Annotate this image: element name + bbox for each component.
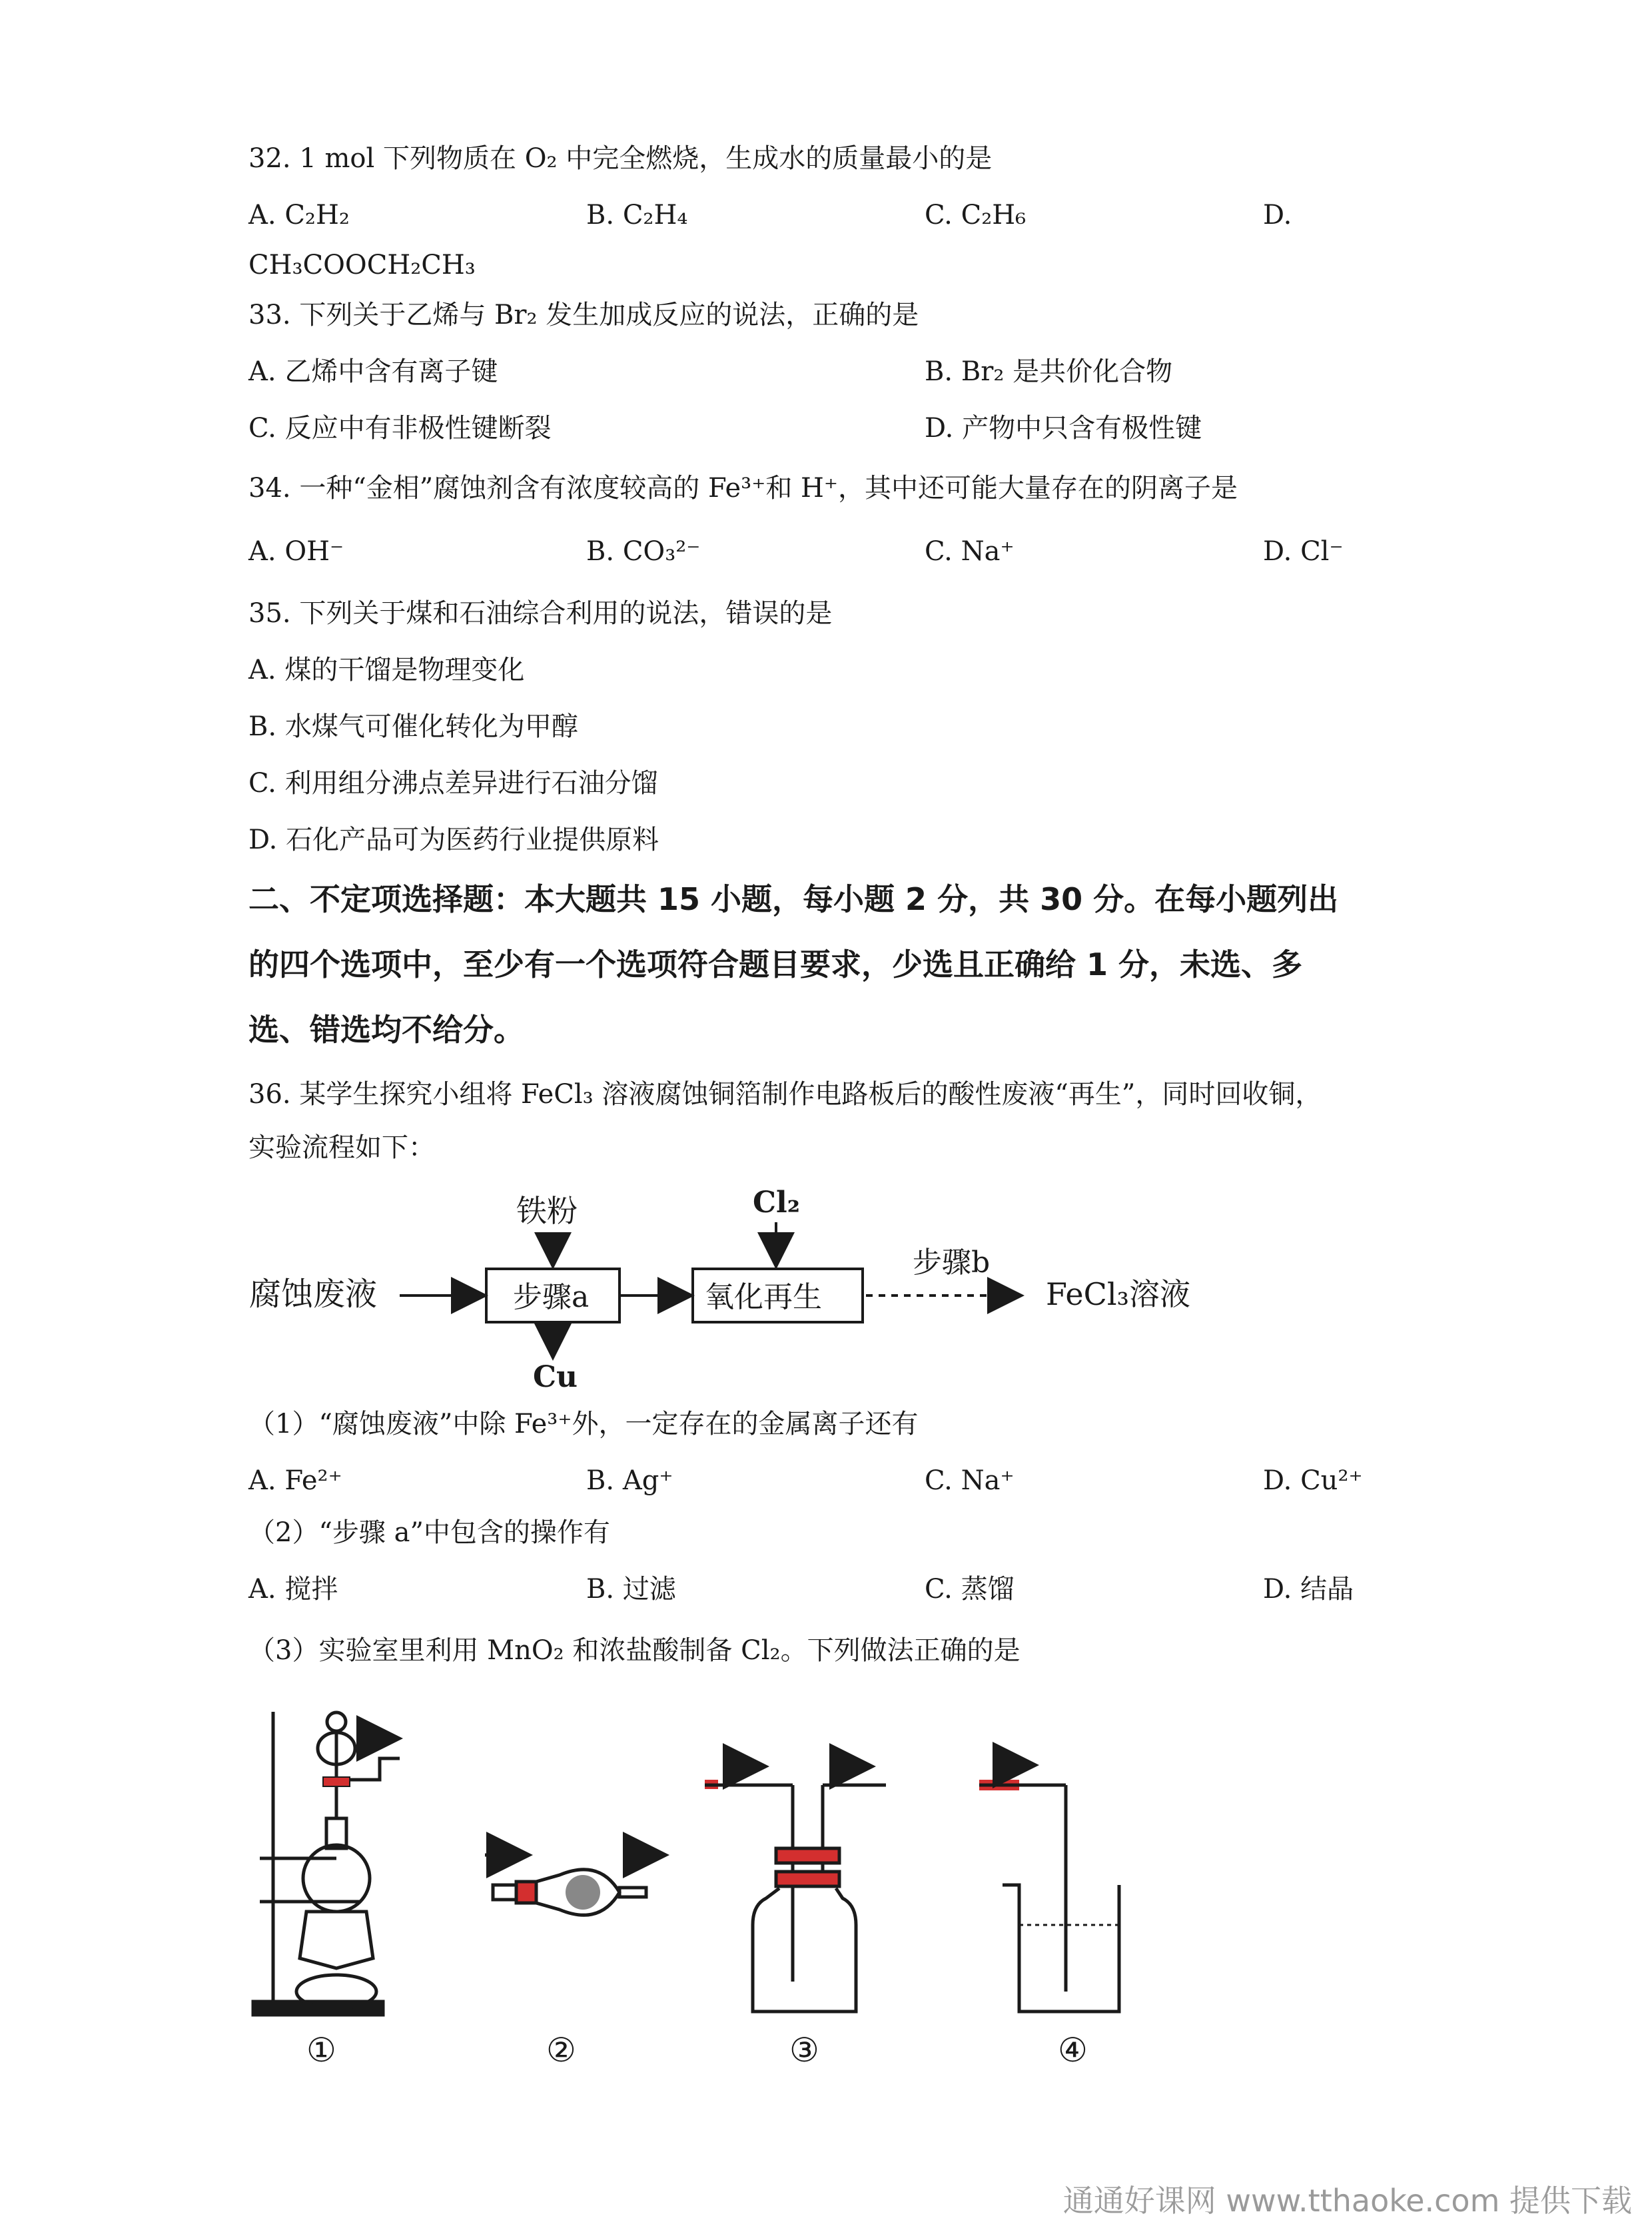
q32-option-d-formula: CH₃COOCH₂CH₃ <box>248 250 476 280</box>
q35-option-b: B. 水煤气可催化转化为甲醇 <box>248 711 578 742</box>
q36-stem-line2: 实验流程如下： <box>248 1132 435 1163</box>
apparatus-label-2: ② <box>546 2031 576 2069</box>
q32-option-a: A. C₂H₂ <box>248 200 350 230</box>
q36-sub2-option-b: B. 过滤 <box>586 1574 676 1605</box>
q32-option-b: B. C₂H₄ <box>586 200 688 230</box>
flow-step-b-label: 步骤b <box>913 1246 991 1280</box>
flow-reagent-cl2: Cl₂ <box>753 1186 801 1220</box>
apparatus-label-3: ③ <box>789 2031 819 2069</box>
apparatus-1 <box>253 1712 400 2015</box>
apparatus-2 <box>485 1855 663 1915</box>
q36-sub1-option-d: D. Cu²⁺ <box>1263 1465 1363 1496</box>
q35-option-c: C. 利用组分沸点差异进行石油分馏 <box>248 768 658 799</box>
q34-option-c: C. Na⁺ <box>925 536 1015 567</box>
q35-stem: 35. 下列关于煤和石油综合利用的说法，错误的是 <box>248 598 833 629</box>
flow-output-label: FeCl₃溶液 <box>1046 1276 1190 1312</box>
watermark: 通通好课网 www.tthaoke.com 提供下载 <box>1062 2183 1632 2219</box>
q32-option-c: C. C₂H₆ <box>925 200 1027 230</box>
q34-option-a: A. OH⁻ <box>248 536 344 567</box>
apparatus-label-4: ④ <box>1058 2031 1088 2069</box>
q35-option-d: D. 石化产品可为医药行业提供原料 <box>248 825 659 855</box>
q36-sub2-stem: （2）“步骤 a”中包含的操作有 <box>248 1517 610 1548</box>
flow-box-b-label: 氧化再生 <box>705 1280 822 1314</box>
q36-sub2-option-d: D. 结晶 <box>1263 1574 1354 1605</box>
section2-line2: 的四个选项中，至少有一个选项符合题目要求，少选且正确给 1 分，未选、多 <box>248 946 1303 982</box>
q36-sub2-option-c: C. 蒸馏 <box>925 1574 1015 1605</box>
flow-input-label: 腐蚀废液 <box>249 1276 378 1313</box>
q34-option-d: D. Cl⁻ <box>1263 536 1344 567</box>
q36-sub1-option-b: B. Ag⁺ <box>586 1465 673 1496</box>
q33-option-b: B. Br₂ 是共价化合物 <box>925 356 1173 387</box>
q36-sub1-option-c: C. Na⁺ <box>925 1465 1015 1496</box>
q36-sub1-stem: （1）“腐蚀废液”中除 Fe³⁺外，一定存在的金属离子还有 <box>248 1409 919 1439</box>
q34-stem: 34. 一种“金相”腐蚀剂含有浓度较高的 Fe³⁺和 H⁺，其中还可能大量存在的阴离子是 <box>248 473 1238 504</box>
q32-stem: 32. 1 mol 下列物质在 O₂ 中完全燃烧，生成水的质量最小的是 <box>248 143 993 174</box>
apparatus-label-1: ① <box>306 2031 336 2069</box>
flow-box-a-label: 步骤a <box>513 1280 590 1314</box>
q34-option-b: B. CO₃²⁻ <box>586 536 701 567</box>
q36-stem-line1: 36. 某学生探究小组将 FeCl₃ 溶液腐蚀铜箔制作电路板后的酸性废液“再生”，同时回收铜， <box>248 1079 1322 1110</box>
apparatus-3 <box>705 1766 886 2012</box>
section2-line1: 二、不定项选择题：本大题共 15 小题，每小题 2 分，共 30 分。在每小题列出 <box>248 881 1339 917</box>
section2-line3: 选、错选均不给分。 <box>248 1012 524 1048</box>
q33-option-c: C. 反应中有非极性键断裂 <box>248 413 552 444</box>
q32-option-d: D. <box>1263 200 1292 230</box>
flow-reagent-iron: 铁粉 <box>516 1193 578 1229</box>
apparatus-4 <box>979 1765 1119 2012</box>
q36-sub2-option-a: A. 搅拌 <box>248 1574 338 1605</box>
flow-product-cu: Cu <box>533 1360 578 1394</box>
q33-stem: 33. 下列关于乙烯与 Br₂ 发生加成反应的说法，正确的是 <box>248 300 919 330</box>
q35-option-a: A. 煤的干馏是物理变化 <box>248 655 525 685</box>
q36-sub1-option-a: A. Fe²⁺ <box>248 1465 342 1496</box>
q33-option-d: D. 产物中只含有极性键 <box>925 413 1202 444</box>
q33-option-a: A. 乙烯中含有离子键 <box>248 356 498 387</box>
q36-sub3-stem: （3）实验室里利用 MnO₂ 和浓盐酸制备 Cl₂。下列做法正确的是 <box>248 1635 1021 1666</box>
